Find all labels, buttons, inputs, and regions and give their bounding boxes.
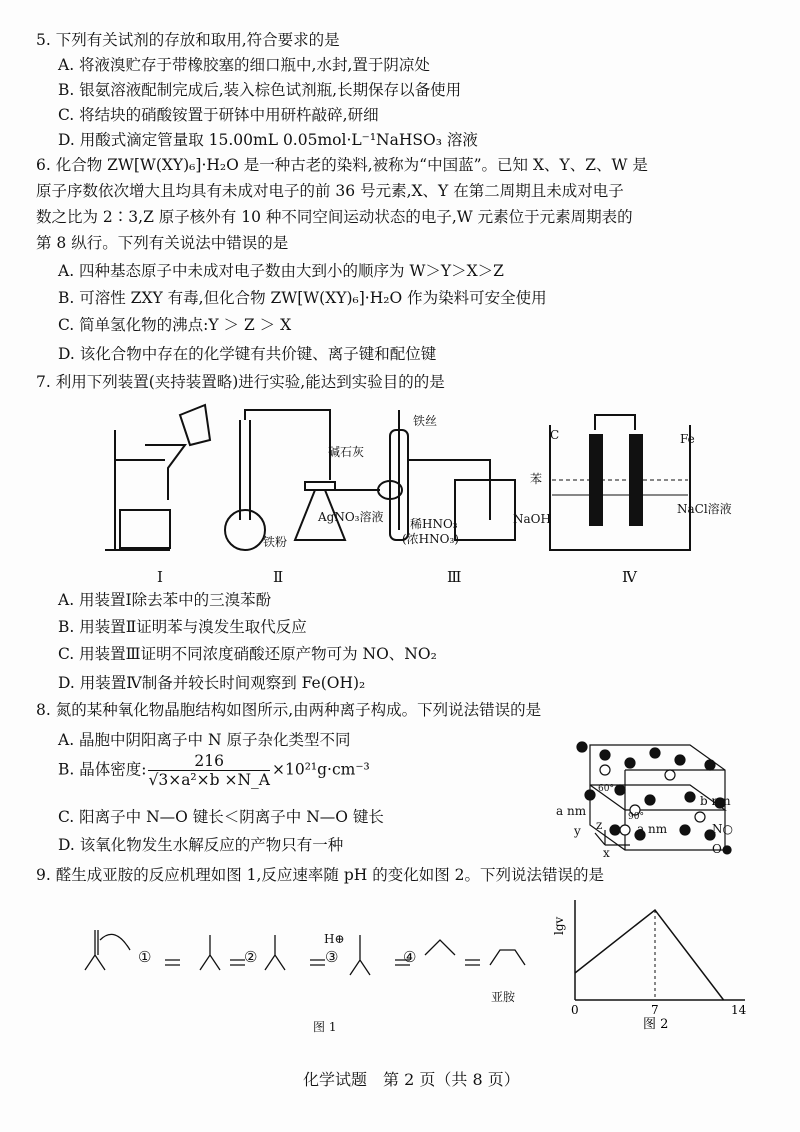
fraction-denominator: √3×a²×b ×N_A	[148, 771, 270, 789]
label-fe: Fe	[680, 432, 695, 446]
label-y: y	[574, 824, 581, 838]
label-iii: Ⅲ	[447, 568, 462, 586]
label-iron-powder: 铁粉	[263, 535, 288, 549]
q7-stem: 7. 利用下列装置(夹持装置略)进行实验,能达到实验目的的是	[36, 373, 445, 391]
label-conc-hno3: (浓HNO₃)	[402, 532, 459, 546]
q8-option-a: A. 晶胞中阴阳离子中 N 原子杂化类型不同	[58, 731, 351, 749]
label-agno3: AgNO₃溶液	[318, 510, 384, 524]
label-b-nm: b nm	[700, 794, 731, 808]
label-nacl: NaCl溶液	[677, 502, 732, 516]
label-dilute-hno3: 稀HNO₃	[410, 517, 458, 531]
q7-option-c: C. 用装置Ⅲ证明不同浓度硝酸还原产物可为 NO、NO₂	[58, 645, 437, 663]
x-tick-label: 14	[731, 1003, 747, 1017]
q8-option-c: C. 阳离子中 N—O 键长＜阴离子中 N—O 键长	[58, 808, 384, 826]
legend-o: O●	[712, 842, 733, 856]
x-tick-label: 7	[651, 1003, 659, 1017]
page-footer: 化学试题 第 2 页（共 8 页）	[303, 1070, 520, 1089]
q5-stem: 5. 下列有关试剂的存放和取用,符合要求的是	[36, 31, 340, 49]
label-a-nm-bottom: a nm	[637, 822, 668, 836]
label-iron-wire: 铁丝	[413, 414, 438, 428]
label-soda-lime: 碱石灰	[328, 445, 365, 459]
q5-option-a: A. 将液溴贮存于带橡胶塞的细口瓶中,水封,置于阴凉处	[58, 56, 430, 74]
step-3: ③	[325, 948, 339, 966]
step-4: ④	[403, 948, 417, 966]
q6-option-d: D. 该化合物中存在的化学键有共价键、离子键和配位键	[58, 345, 437, 363]
label-angle-60: 60°	[598, 784, 614, 794]
imine-label: 亚胺	[491, 990, 516, 1004]
q6-stem-2: 原子序数依次增大且均具有未成对电子的前 36 号元素,X、Y 在第二周期且未成对电子	[36, 182, 624, 200]
q7-option-b: B. 用装置Ⅱ证明苯与溴发生取代反应	[58, 618, 307, 636]
q6-option-a: A. 四种基态原子中未成对电子数由大到小的顺序为 W＞Y＞X＞Z	[58, 262, 504, 280]
fraction-numerator: 216	[148, 752, 270, 771]
series-line	[575, 910, 724, 1000]
q8-option-b	[58, 752, 370, 789]
x-tick-label: 0	[571, 1003, 579, 1017]
q7-option-a: A. 用装置Ⅰ除去苯中的三溴苯酚	[58, 591, 272, 609]
label-naoh: NaOH	[513, 512, 551, 526]
q6-stem-3: 数之比为 2∶3,Z 原子核外有 10 种不同空间运动状态的电子,W 元素位于元素周期表的	[36, 208, 633, 226]
q7-option-d: D. 用装置Ⅳ制备并较长时间观察到 Fe(OH)₂	[58, 674, 366, 692]
apparatus-i	[105, 405, 210, 550]
label-i: Ⅰ	[157, 568, 163, 586]
q8-option-d: D. 该氧化物发生水解反应的产物只有一种	[58, 836, 344, 854]
q6-stem-4: 第 8 纵行。下列有关说法中错误的是	[36, 234, 289, 252]
apparatus-ii	[225, 410, 402, 550]
q5-option-b: B. 银氨溶液配制完成后,装入棕色试剂瓶,长期保存以备使用	[58, 81, 462, 99]
step-2: ②	[244, 948, 258, 966]
q8-b-prefix: B. 晶体密度:	[58, 760, 147, 779]
label-benzene: 苯	[530, 472, 543, 486]
q5-option-c: C. 将结块的硝酸铵置于研钵中用研杵敲碎,研细	[58, 106, 379, 124]
q6-stem-1: 6. 化合物 ZW[W(XY)₆]·H₂O 是一种古老的染料,被称为“中国蓝”。已知 X、Y、Z、W 是	[36, 156, 648, 174]
q8-stem: 8. 氮的某种氧化物晶胞结构如图所示,由两种离子构成。下列说法错误的是	[36, 701, 542, 719]
q6-option-c: C. 简单氢化物的沸点:Y ＞ Z ＞ X	[58, 316, 292, 334]
label-x: x	[603, 846, 610, 860]
h-plus: H⊕	[324, 932, 345, 946]
label-iv: Ⅳ	[622, 568, 637, 586]
label-a-nm-left: a nm	[556, 804, 587, 818]
q9-stem: 9. 醛生成亚胺的反应机理如图 1,反应速率随 pH 的变化如图 2。下列说法错误的是	[36, 866, 605, 884]
q8-b-suffix: ×10²¹g·cm⁻³	[271, 760, 370, 779]
step-1: ①	[138, 948, 152, 966]
chart-title: 图 2	[643, 1017, 669, 1032]
legend-n: N○	[712, 822, 733, 836]
q5-option-d: D. 用酸式滴定管量取 15.00mL 0.05mol·L⁻¹NaHSO₃ 溶液	[58, 131, 478, 149]
label-c: C	[550, 428, 560, 442]
fig1-caption: 图 1	[313, 1020, 337, 1034]
q6-option-b: B. 可溶性 ZXY 有毒,但化合物 ZW[W(XY)₆]·H₂O 作为染料可安全使用	[58, 289, 547, 307]
apparatus-iv	[550, 415, 690, 550]
label-ii: Ⅱ	[273, 568, 284, 586]
density-fraction	[148, 752, 270, 789]
label-z: z	[596, 818, 603, 832]
label-angle-90: 90°	[628, 812, 644, 822]
y-axis-label: lgv	[552, 916, 566, 935]
rate-ph-chart	[552, 895, 755, 1032]
